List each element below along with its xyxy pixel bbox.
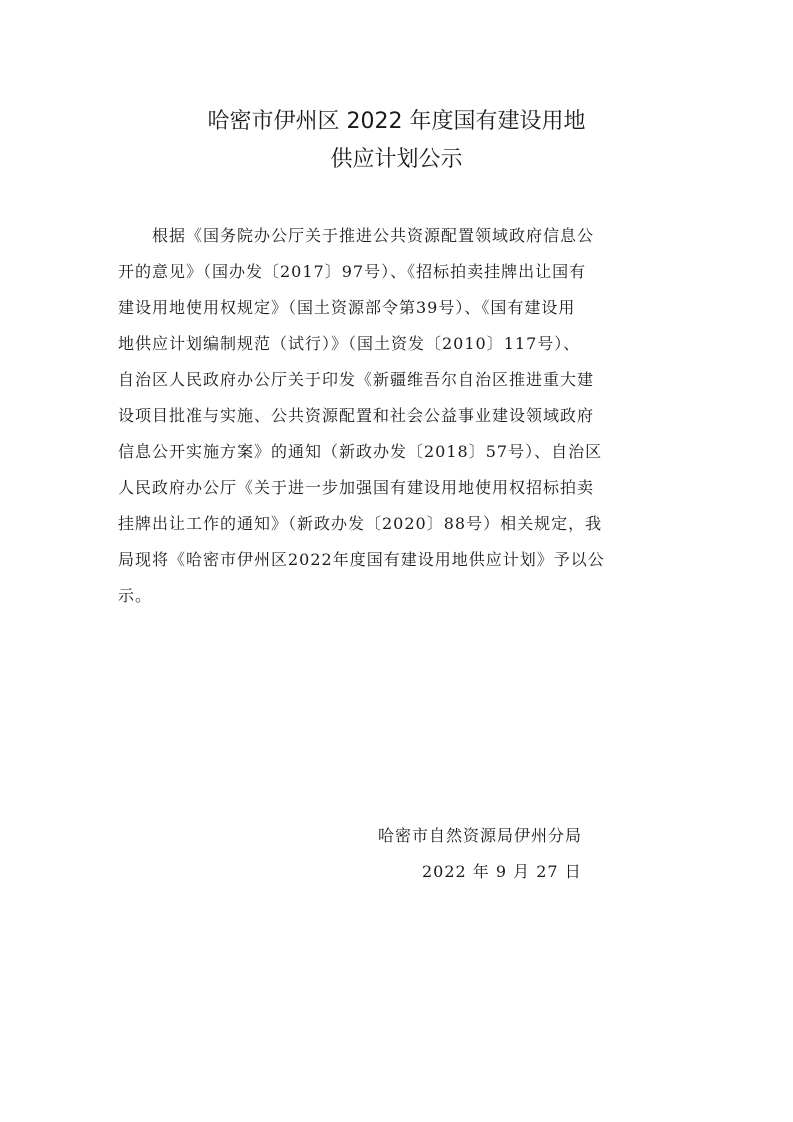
body-line: 根据《国务院办公厅关于推进公共资源配置领域政府信息公 [152,226,595,245]
body-line: 信息公开实施方案》的通知（新政办发〔2018〕57号）、自治区 [118,442,603,461]
body-line: 设项目批准与实施、公共资源配置和社会公益事业建设领域政府 [118,406,595,425]
body-line: 建设用地使用权规定》（国土资源部令第39号）、《国有建设用 [118,298,576,317]
body-line: 示。 [118,586,153,605]
body-line: 局现将《哈密市伊州区2022年度国有建设用地供应计划》予以公 [118,550,605,569]
body-line: 地供应计划编制规范（试行）》（国土资发〔2010〕117号）、 [118,334,581,353]
body-line: 开的意见》（国办发〔2017〕97号）、《招标拍卖挂牌出让国有 [118,262,587,281]
body-line: 人民政府办公厅《关于进一步加强国有建设用地使用权招标拍卖 [118,478,595,497]
document-title-line-2: 供应计划公示 [330,147,463,172]
signature-date: 2022 年 9 月 27 日 [422,862,582,881]
document-title-line-1: 哈密市伊州区 2022 年度国有建设用地 [207,109,586,134]
body-line: 自治区人民政府办公厅关于印发《新疆维吾尔自治区推进重大建 [118,370,595,389]
body-line: 挂牌出让工作的通知》（新政办发〔2020〕88号）相关规定，我 [118,514,603,533]
signature-organization: 哈密市自然资源局伊州分局 [378,826,583,845]
